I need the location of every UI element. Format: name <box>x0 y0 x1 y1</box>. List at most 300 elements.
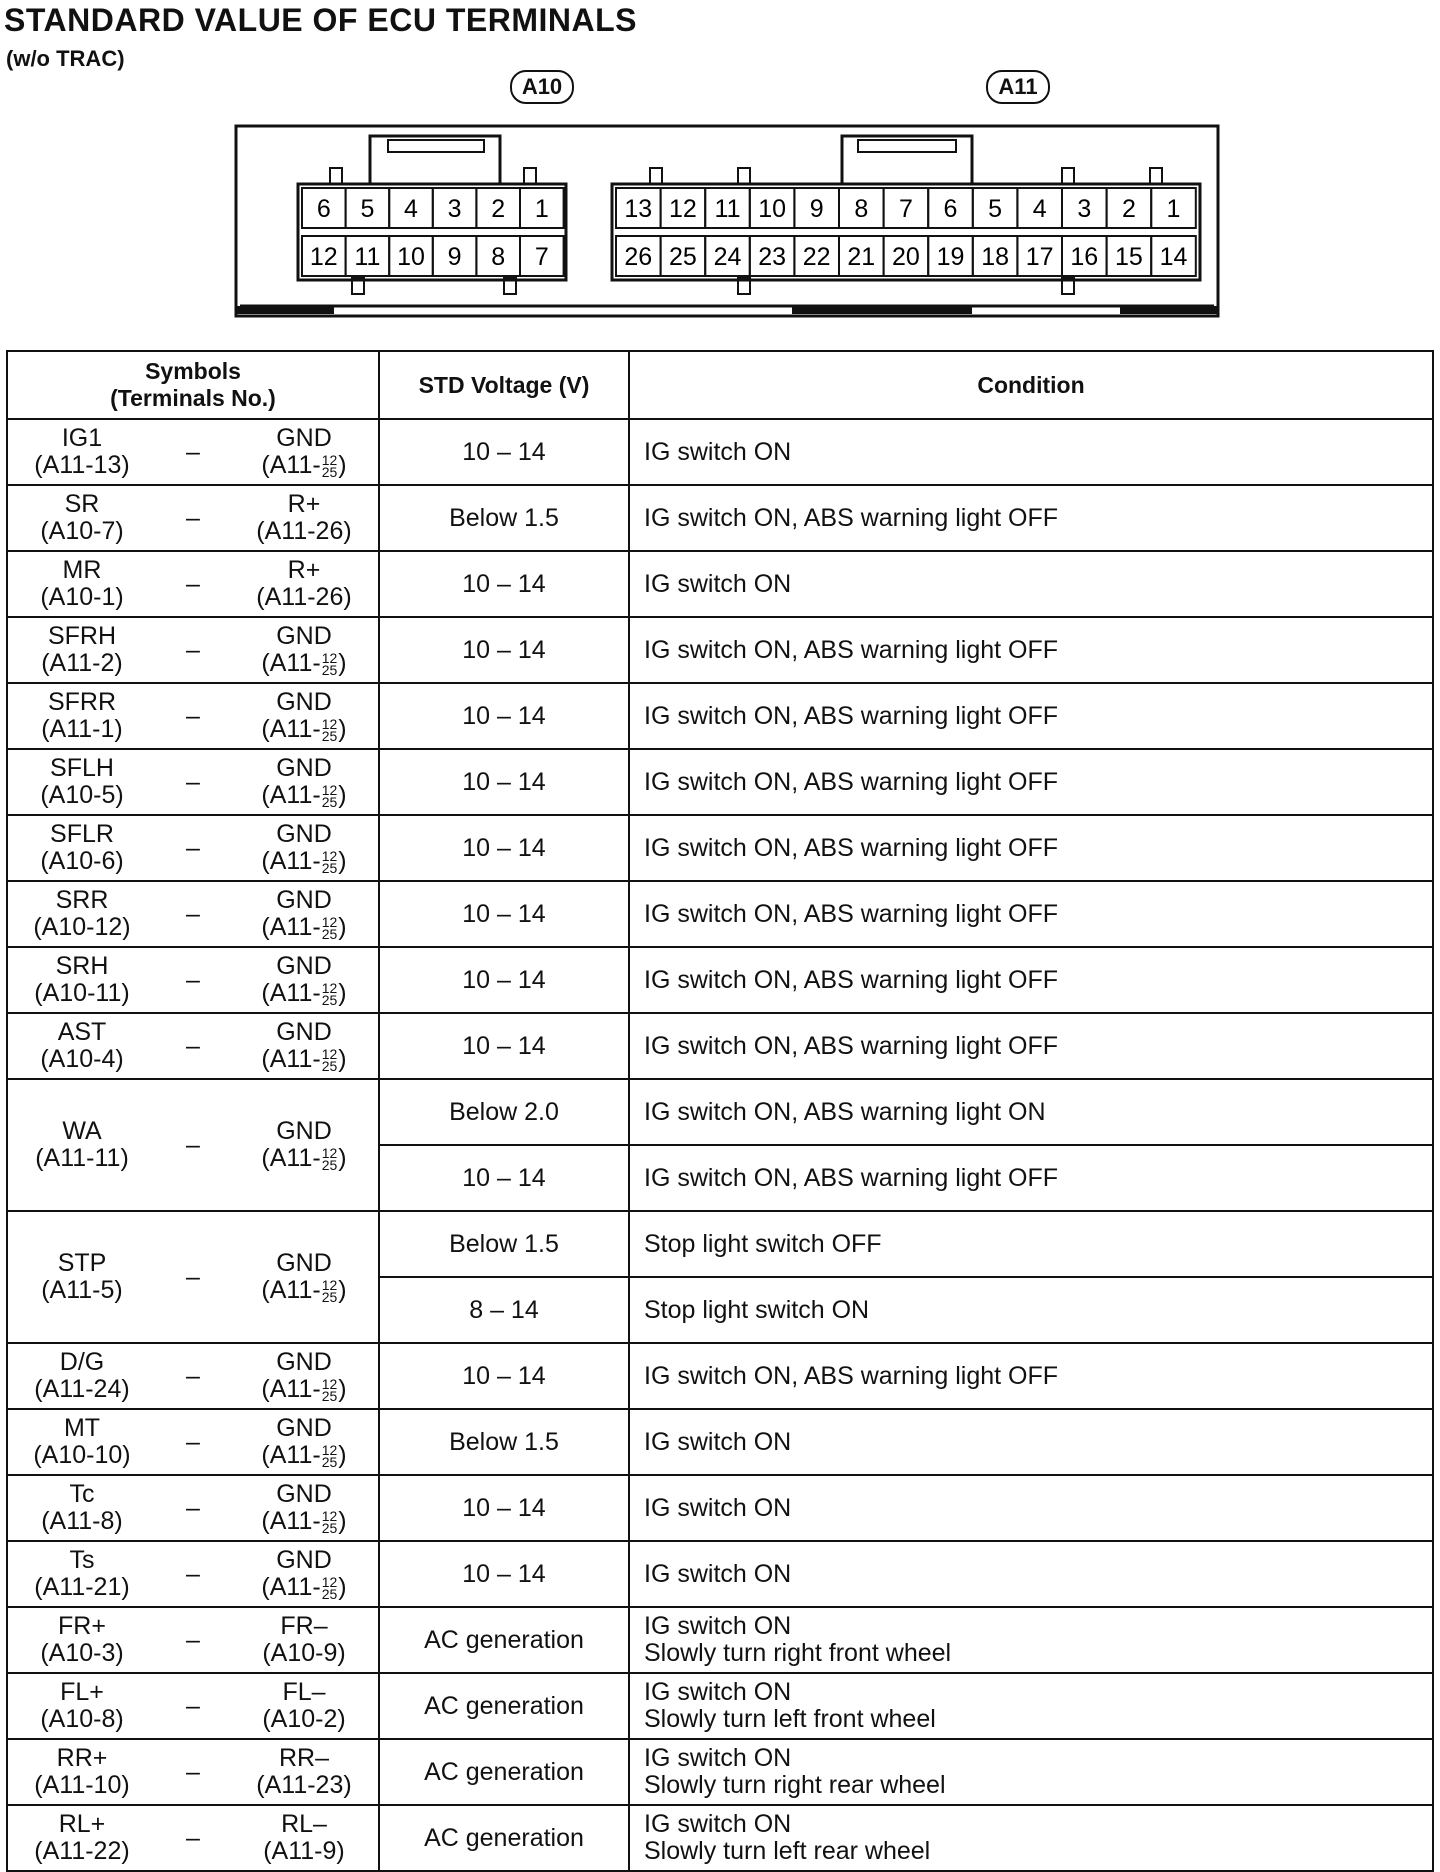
voltage-cell: 10 – 14 <box>379 1145 629 1211</box>
condition-text: Slowly turn right front wheel <box>644 1639 952 1667</box>
fraction-top: 12 <box>321 650 338 667</box>
terminal-fraction <box>321 914 338 943</box>
page-title: STANDARD VALUE OF ECU TERMINALS <box>4 2 637 38</box>
condition-text: IG switch ON <box>644 1744 792 1772</box>
fraction-bottom: 25 <box>321 860 338 877</box>
pin-number: 13 <box>624 195 653 223</box>
table-row <box>7 1343 1433 1409</box>
table-header-row <box>7 351 1433 419</box>
fraction-top: 12 <box>321 914 338 931</box>
condition-cell <box>629 1013 1433 1079</box>
condition-cell <box>629 1805 1433 1871</box>
voltage-cell: 10 – 14 <box>379 749 629 815</box>
condition-cell <box>629 1343 1433 1409</box>
fraction-bottom: 25 <box>321 728 338 745</box>
terminal-a-number: (A11-13) <box>34 451 130 479</box>
dash: – <box>186 1559 200 1588</box>
symbols-cell <box>7 1013 379 1079</box>
condition-cell <box>629 419 1433 485</box>
condition-text: IG switch ON, ABS warning light ON <box>644 1097 1046 1126</box>
terminal-a <box>8 1679 156 1733</box>
symbols-pair <box>8 1806 378 1870</box>
terminal-b <box>230 1415 378 1469</box>
condition-cell <box>629 947 1433 1013</box>
condition-text: IG switch ON, ABS warning light OFF <box>644 899 1059 928</box>
terminal-b-number: (A11- 12 25 ) <box>261 1045 347 1075</box>
symbols-pair <box>8 882 378 946</box>
symbols-pair <box>8 1080 378 1210</box>
table-row <box>7 551 1433 617</box>
terminal-fraction <box>321 1442 338 1471</box>
terminal-b-symbol: GND <box>276 886 332 914</box>
fraction-top: 12 <box>321 1277 338 1294</box>
terminal-b-number: (A10-2) <box>262 1705 346 1733</box>
table-row <box>7 749 1433 815</box>
terminal-a-symbol: SRH <box>55 952 109 980</box>
terminal-fraction <box>321 1376 338 1405</box>
terminal-a <box>8 491 156 545</box>
terminal-b-number: (A10-9) <box>262 1639 346 1667</box>
terminal-b-number: (A11- 12 25 ) <box>261 913 347 943</box>
fraction-top: 12 <box>321 1442 338 1459</box>
terminal-b <box>230 1250 378 1304</box>
fraction-bottom: 25 <box>321 1388 338 1405</box>
symbols-pair <box>8 1608 378 1672</box>
table-row <box>7 947 1433 1013</box>
symbols-cell <box>7 485 379 551</box>
voltage-cell: 10 – 14 <box>379 947 629 1013</box>
symbols-pair <box>8 1476 378 1540</box>
table-row <box>7 1541 1433 1607</box>
header-voltage: STD Voltage (V) <box>379 351 629 419</box>
terminal-a-number: (A10-12) <box>33 913 131 941</box>
fraction-top: 12 <box>321 452 338 469</box>
symbols-cell <box>7 881 379 947</box>
symbols-pair <box>8 552 378 616</box>
pin-number: 3 <box>1077 195 1092 223</box>
fraction-bottom: 25 <box>321 662 338 679</box>
terminal-b <box>230 623 378 677</box>
connector-label-a11: A11 <box>986 70 1050 104</box>
voltage-cell: 10 – 14 <box>379 419 629 485</box>
terminal-b-number: (A11- 12 25 ) <box>261 451 347 481</box>
terminal-b <box>230 1481 378 1535</box>
symbols-cell <box>7 683 379 749</box>
condition-text: IG switch ON, ABS warning light OFF <box>644 1031 1059 1060</box>
terminal-a-symbol: SFLR <box>50 820 114 848</box>
terminal-a <box>8 1481 156 1535</box>
pin-number: 12 <box>668 195 697 223</box>
symbols-pair <box>8 1740 378 1804</box>
terminal-a-number: (A11-5) <box>41 1276 123 1304</box>
condition-text: IG switch ON, ABS warning light OFF <box>644 965 1059 994</box>
pin-number: 2 <box>1121 195 1136 223</box>
symbols-cell <box>7 1409 379 1475</box>
terminal-a-number: (A10-5) <box>40 781 124 809</box>
terminal-a-number: (A10-8) <box>40 1705 124 1733</box>
terminal-a-number: (A11-8) <box>41 1507 123 1535</box>
condition-cell <box>629 1145 1433 1211</box>
dash: – <box>186 1130 200 1159</box>
fraction-top: 12 <box>321 1046 338 1063</box>
table-row <box>7 1013 1433 1079</box>
terminal-b-symbol: GND <box>276 754 332 782</box>
table-row <box>7 1409 1433 1475</box>
symbols-cell <box>7 1739 379 1805</box>
terminal-a-symbol: STP <box>57 1249 107 1277</box>
symbols-pair <box>8 1410 378 1474</box>
terminal-a-number: (A11-1) <box>41 715 123 743</box>
voltage-cell: Below 1.5 <box>379 485 629 551</box>
condition-text: IG switch ON <box>644 569 792 598</box>
fraction-top: 12 <box>321 782 338 799</box>
a10-latch <box>370 136 500 184</box>
terminal-b-symbol: GND <box>276 1414 332 1442</box>
pin-number: 4 <box>404 195 418 223</box>
dash: – <box>186 1823 200 1852</box>
terminal-b-symbol: GND <box>276 1249 332 1277</box>
voltage-cell: 10 – 14 <box>379 1541 629 1607</box>
table-row <box>7 1805 1433 1871</box>
terminal-b <box>230 755 378 809</box>
table-row <box>7 881 1433 947</box>
terminal-b-number: (A11-26) <box>256 583 352 611</box>
condition-text: IG switch ON, ABS warning light OFF <box>644 503 1059 532</box>
fraction-bottom: 25 <box>321 464 338 481</box>
terminal-b <box>230 1019 378 1073</box>
table-row <box>7 1673 1433 1739</box>
dash: – <box>186 1493 200 1522</box>
terminal-a-symbol: RR+ <box>56 1744 108 1772</box>
terminal-b-number: (A11- 12 25 ) <box>261 649 347 679</box>
terminal-fraction <box>321 782 338 811</box>
terminal-b-number: (A11- 12 25 ) <box>261 781 347 811</box>
terminal-b-number: (A11- 12 25 ) <box>261 715 347 745</box>
symbols-pair <box>8 1212 378 1342</box>
terminal-a-symbol: SFLH <box>50 754 114 782</box>
voltage-cell: Below 2.0 <box>379 1079 629 1145</box>
condition-text: IG switch ON, ABS warning light OFF <box>644 833 1059 862</box>
dash: – <box>186 767 200 796</box>
terminal-a-symbol: FR+ <box>58 1612 106 1640</box>
terminal-a-number: (A11-10) <box>34 1771 130 1799</box>
terminal-a <box>8 953 156 1007</box>
terminal-b-symbol: RL– <box>281 1810 327 1838</box>
fraction-bottom: 25 <box>321 926 338 943</box>
terminal-fraction <box>321 848 338 877</box>
pin-number: 11 <box>714 195 741 223</box>
condition-text: IG switch ON <box>644 1559 792 1588</box>
terminal-a-symbol: IG1 <box>61 424 103 452</box>
condition-cell <box>629 749 1433 815</box>
terminal-a <box>8 821 156 875</box>
condition-text: IG switch ON <box>644 1612 792 1640</box>
condition-text: IG switch ON, ABS warning light OFF <box>644 635 1059 664</box>
header-condition: Condition <box>629 351 1433 419</box>
terminal-b-number: (A11- 12 25 ) <box>261 847 347 877</box>
condition-text: Slowly turn left rear wheel <box>644 1837 931 1865</box>
terminal-b <box>230 1118 378 1172</box>
terminal-b-symbol: GND <box>276 1480 332 1508</box>
symbols-cell <box>7 1673 379 1739</box>
pin-number: 3 <box>447 195 462 223</box>
dash: – <box>186 899 200 928</box>
connector-label-a10: A10 <box>510 70 574 104</box>
condition-cell <box>629 617 1433 683</box>
terminal-a-symbol: RL+ <box>58 1810 106 1838</box>
symbols-cell <box>7 419 379 485</box>
fraction-bottom: 25 <box>321 1289 338 1306</box>
fraction-top: 12 <box>321 1508 338 1525</box>
condition-cell <box>629 1211 1433 1277</box>
symbols-cell <box>7 1079 379 1211</box>
terminal-fraction <box>321 716 338 745</box>
condition-cell <box>629 485 1433 551</box>
symbols-pair <box>8 750 378 814</box>
terminal-a <box>8 557 156 611</box>
terminal-fraction <box>321 1145 338 1174</box>
symbols-pair <box>8 684 378 748</box>
terminal-b <box>230 1745 378 1799</box>
terminal-b-symbol: R+ <box>287 490 321 518</box>
dash: – <box>186 437 200 466</box>
terminal-b-symbol: GND <box>276 622 332 650</box>
condition-text: IG switch ON <box>644 437 792 466</box>
page-subtitle: (w/o TRAC) <box>6 46 125 71</box>
terminal-fraction <box>321 1277 338 1306</box>
symbols-cell <box>7 1343 379 1409</box>
terminal-a <box>8 425 156 479</box>
terminal-b <box>230 821 378 875</box>
terminal-a-number: (A11-22) <box>34 1837 130 1865</box>
pin-number: 8 <box>854 195 869 223</box>
condition-cell <box>629 1739 1433 1805</box>
terminal-a <box>8 1811 156 1865</box>
symbols-pair <box>8 948 378 1012</box>
pin-number: 7 <box>534 243 549 271</box>
table-row <box>7 1607 1433 1673</box>
terminal-a <box>8 1349 156 1403</box>
terminal-a <box>8 623 156 677</box>
pin-number: 5 <box>360 195 375 223</box>
voltage-cell: Below 1.5 <box>379 1409 629 1475</box>
condition-cell <box>629 1409 1433 1475</box>
fraction-bottom: 25 <box>321 794 338 811</box>
fraction-bottom: 25 <box>321 992 338 1009</box>
condition-cell <box>629 1541 1433 1607</box>
condition-text: IG switch ON, ABS warning light OFF <box>644 1163 1059 1192</box>
condition-text: Slowly turn left front wheel <box>644 1705 936 1733</box>
pin-number: 14 <box>1159 243 1188 271</box>
symbols-pair <box>8 1542 378 1606</box>
voltage-cell: Below 1.5 <box>379 1211 629 1277</box>
terminal-a-symbol: D/G <box>59 1348 105 1376</box>
voltage-cell: AC generation <box>379 1673 629 1739</box>
dash: – <box>186 1031 200 1060</box>
terminal-a <box>8 1745 156 1799</box>
pin-number: 19 <box>936 243 965 271</box>
dash: – <box>186 1427 200 1456</box>
table-row <box>7 617 1433 683</box>
terminal-fraction <box>321 650 338 679</box>
terminal-a <box>8 887 156 941</box>
terminal-b-symbol: GND <box>276 1546 332 1574</box>
voltage-cell: 10 – 14 <box>379 1343 629 1409</box>
terminal-b-symbol: R+ <box>287 556 321 584</box>
dash: – <box>186 1757 200 1786</box>
terminal-a-number: (A11-2) <box>41 649 123 677</box>
terminal-b-symbol: GND <box>276 688 332 716</box>
dash: – <box>186 1361 200 1390</box>
voltage-cell: AC generation <box>379 1607 629 1673</box>
terminal-b <box>230 1679 378 1733</box>
pin-number: 17 <box>1025 243 1054 271</box>
terminal-b <box>230 689 378 743</box>
condition-text: Slowly turn right rear wheel <box>644 1771 946 1799</box>
condition-text: IG switch ON, ABS warning light OFF <box>644 767 1059 796</box>
fraction-top: 12 <box>321 1574 338 1591</box>
dash: – <box>186 1691 200 1720</box>
table-row <box>7 1211 1433 1277</box>
terminal-b <box>230 1547 378 1601</box>
symbols-pair <box>8 420 378 484</box>
terminal-a-symbol: Ts <box>69 1546 95 1574</box>
terminal-a-symbol: FL+ <box>60 1678 104 1706</box>
voltage-cell: 10 – 14 <box>379 881 629 947</box>
pin-number: 12 <box>309 243 338 271</box>
dash: – <box>186 503 200 532</box>
symbols-cell <box>7 749 379 815</box>
header-symbols: Symbols (Terminals No.) <box>7 351 379 419</box>
a11-latch <box>842 136 972 184</box>
condition-text: IG switch ON <box>644 1427 792 1456</box>
terminal-b-symbol: GND <box>276 1348 332 1376</box>
terminal-a <box>8 755 156 809</box>
table-row <box>7 419 1433 485</box>
terminal-a <box>8 1118 156 1172</box>
terminal-a-number: (A10-6) <box>40 847 124 875</box>
condition-text: Stop light switch OFF <box>644 1229 882 1258</box>
pin-number: 9 <box>447 243 462 271</box>
terminal-b <box>230 557 378 611</box>
terminal-a-number: (A10-10) <box>33 1441 131 1469</box>
table-row <box>7 1079 1433 1145</box>
dash: – <box>186 1625 200 1654</box>
symbols-cell <box>7 815 379 881</box>
terminal-a-symbol: MR <box>62 556 102 584</box>
condition-text: IG switch ON <box>644 1493 792 1522</box>
condition-text: Stop light switch ON <box>644 1295 870 1324</box>
symbols-cell <box>7 1541 379 1607</box>
pin-number: 1 <box>534 195 549 223</box>
terminal-a-number: (A10-3) <box>40 1639 124 1667</box>
terminal-b-symbol: FR– <box>280 1612 328 1640</box>
voltage-cell: 10 – 14 <box>379 815 629 881</box>
symbols-pair <box>8 1344 378 1408</box>
symbols-cell <box>7 617 379 683</box>
dash: – <box>186 833 200 862</box>
pin-number: 8 <box>491 243 506 271</box>
connector-diagram <box>0 0 1440 330</box>
terminal-a <box>8 1547 156 1601</box>
terminal-a-symbol: Tc <box>69 1480 95 1508</box>
symbols-cell <box>7 551 379 617</box>
terminal-b <box>230 425 378 479</box>
condition-cell <box>629 551 1433 617</box>
symbols-pair <box>8 486 378 550</box>
condition-text: IG switch ON, ABS warning light OFF <box>644 1361 1059 1390</box>
terminal-a <box>8 1250 156 1304</box>
pin-number: 10 <box>758 195 787 223</box>
table-row <box>7 485 1433 551</box>
terminal-a <box>8 1415 156 1469</box>
terminal-b-number: (A11- 12 25 ) <box>261 979 347 1009</box>
pin-number: 11 <box>354 243 381 271</box>
fraction-bottom: 25 <box>321 1157 338 1174</box>
terminal-a <box>8 689 156 743</box>
pin-number: 25 <box>668 243 697 271</box>
fraction-top: 12 <box>321 1376 338 1393</box>
terminal-fraction <box>321 1046 338 1075</box>
voltage-cell: AC generation <box>379 1805 629 1871</box>
symbols-cell <box>7 1211 379 1343</box>
dash: – <box>186 965 200 994</box>
condition-text: IG switch ON <box>644 1810 792 1838</box>
terminal-b <box>230 953 378 1007</box>
pin-number: 15 <box>1114 243 1143 271</box>
terminal-b-symbol: GND <box>276 820 332 848</box>
terminal-b-symbol: GND <box>276 1018 332 1046</box>
terminal-a-number: (A11-24) <box>34 1375 130 1403</box>
terminal-b <box>230 1613 378 1667</box>
table-row <box>7 815 1433 881</box>
terminal-b-symbol: FL– <box>282 1678 326 1706</box>
fraction-top: 12 <box>321 1145 338 1162</box>
fraction-top: 12 <box>321 716 338 733</box>
terminal-b-number: (A11- 12 25 ) <box>261 1573 347 1603</box>
voltage-cell: AC generation <box>379 1739 629 1805</box>
terminal-b <box>230 1349 378 1403</box>
terminal-fraction <box>321 1508 338 1537</box>
terminal-a-number: (A10-11) <box>34 979 130 1007</box>
pin-number: 1 <box>1166 195 1181 223</box>
fraction-top: 12 <box>321 980 338 997</box>
terminal-b-symbol: RR– <box>278 1744 329 1772</box>
terminal-a-symbol: SRR <box>55 886 109 914</box>
terminal-a-symbol: SR <box>64 490 100 518</box>
table-row <box>7 683 1433 749</box>
symbols-pair <box>8 1674 378 1738</box>
fraction-bottom: 25 <box>321 1520 338 1537</box>
pin-number: 24 <box>713 243 742 271</box>
voltage-cell: 10 – 14 <box>379 1013 629 1079</box>
fraction-bottom: 25 <box>321 1454 338 1471</box>
symbols-pair <box>8 816 378 880</box>
condition-cell <box>629 881 1433 947</box>
pin-number: 9 <box>809 195 824 223</box>
pin-number: 5 <box>988 195 1003 223</box>
table-row <box>7 1739 1433 1805</box>
symbols-cell <box>7 947 379 1013</box>
terminal-a-symbol: AST <box>57 1018 107 1046</box>
symbols-cell <box>7 1607 379 1673</box>
pin-number: 6 <box>316 195 331 223</box>
terminal-a-number: (A11-21) <box>34 1573 130 1601</box>
terminal-a-number: (A10-1) <box>40 583 124 611</box>
terminal-b-number: (A11-23) <box>256 1771 352 1799</box>
terminal-table <box>6 350 1434 1872</box>
terminal-a-number: (A11-11) <box>35 1144 129 1172</box>
